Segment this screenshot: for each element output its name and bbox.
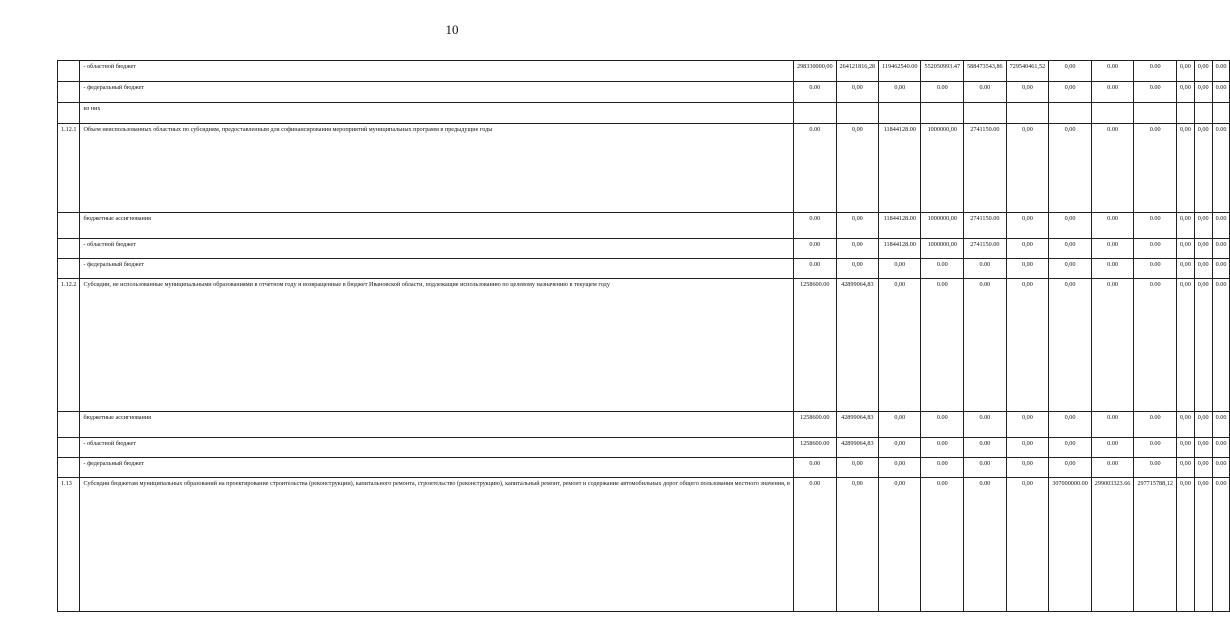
value-cell: 0,00 (1194, 82, 1212, 103)
value-cell: 0.00 (1134, 458, 1177, 478)
value-cell: 0.00 (921, 458, 964, 478)
value-cell: 0,00 (1049, 61, 1092, 82)
value-cell: 0.00 (1212, 279, 1230, 412)
value-cell: 0.00 (1134, 124, 1177, 213)
value-cell: 0.00 (1091, 213, 1134, 239)
row-code-cell (58, 458, 80, 478)
value-cell: 1000000,00 (921, 124, 964, 213)
table-row (58, 213, 1230, 239)
row-code-cell: 1.13 (58, 478, 80, 612)
value-cell (1006, 103, 1049, 124)
value-cell: 0.00 (793, 259, 836, 279)
value-cell (921, 103, 964, 124)
value-cell: 0,00 (1176, 213, 1194, 239)
value-cell: 299003323.66 (1091, 478, 1134, 612)
value-cell (836, 103, 879, 124)
value-cell: 0,00 (879, 438, 921, 458)
value-cell: 0,00 (1006, 412, 1049, 438)
value-cell (1176, 103, 1194, 124)
value-cell: 0.00 (793, 213, 836, 239)
value-cell: 0.00 (1134, 239, 1177, 259)
table-row (58, 412, 1230, 438)
row-name-cell: Субсидии бюджетам муниципальных образований на проектирование строительства (реконструкции), капитального ремонта, строительство (реконструкцию), капитальный ремонт, ремонт и содержание автомобильных дорог общего пользования местного значения, в (80, 478, 794, 612)
row-name-cell: - федеральный бюджет (80, 259, 794, 279)
row-name-cell: - федеральный бюджет (80, 82, 794, 103)
value-cell: 42899064,83 (836, 412, 879, 438)
value-cell: 0,00 (1194, 213, 1212, 239)
value-cell: 0,00 (1194, 279, 1212, 412)
value-cell: 0,00 (1194, 124, 1212, 213)
value-cell: 0.00 (1212, 478, 1230, 612)
value-cell (1212, 103, 1230, 124)
value-cell: 0,00 (1006, 239, 1049, 259)
value-cell: 0.00 (1091, 61, 1134, 82)
row-code-cell (58, 103, 80, 124)
row-code-cell: 1.12.1 (58, 124, 80, 213)
value-cell (793, 103, 836, 124)
value-cell: 0.00 (1212, 61, 1230, 82)
value-cell: 0.00 (964, 259, 1007, 279)
value-cell: 0,00 (836, 124, 879, 213)
value-cell: 0.00 (964, 458, 1007, 478)
table-row (58, 458, 1230, 478)
value-cell: 0,00 (1049, 213, 1092, 239)
value-cell: 0.00 (1091, 239, 1134, 259)
value-cell: 0,00 (1049, 82, 1092, 103)
table-row (58, 279, 1230, 412)
value-cell: 0,00 (1049, 458, 1092, 478)
value-cell: 0,00 (1176, 61, 1194, 82)
value-cell: 1258600.00 (793, 438, 836, 458)
row-code-cell: 1.12.2 (58, 279, 80, 412)
value-cell: 0,00 (836, 213, 879, 239)
value-cell: 0.00 (1091, 82, 1134, 103)
value-cell: 0.00 (793, 239, 836, 259)
table-row (58, 259, 1230, 279)
value-cell: 0,00 (1049, 412, 1092, 438)
value-cell: 0,00 (1194, 438, 1212, 458)
value-cell: 0,00 (1194, 61, 1212, 82)
value-cell: 0,00 (836, 82, 879, 103)
table-row (58, 82, 1230, 103)
value-cell: 0.00 (793, 478, 836, 612)
value-cell: 119462540.00 (879, 61, 921, 82)
value-cell: 0.00 (964, 279, 1007, 412)
value-cell: 1258600.00 (793, 412, 836, 438)
value-cell: 2741150.00 (964, 239, 1007, 259)
value-cell (964, 103, 1007, 124)
row-code-cell (58, 438, 80, 458)
row-name-cell: Субсидии, не использованные муниципальными образованиями в отчетном году и возвращенные в бюджет Ивановской области, подлежащие использованию по целевому назначению в текущем году (80, 279, 794, 412)
value-cell: 0,00 (1194, 412, 1212, 438)
value-cell: 0.00 (793, 82, 836, 103)
value-cell (879, 103, 921, 124)
value-cell: 0.00 (1134, 279, 1177, 412)
value-cell: 0,00 (1176, 259, 1194, 279)
value-cell: 0.00 (921, 438, 964, 458)
value-cell: 0.00 (921, 478, 964, 612)
value-cell: 1000000,00 (921, 239, 964, 259)
value-cell: 0.00 (1134, 213, 1177, 239)
value-cell: 0.00 (1212, 124, 1230, 213)
value-cell: 0,00 (1049, 124, 1092, 213)
value-cell: 0.00 (1134, 259, 1177, 279)
value-cell: 297715788,12 (1134, 478, 1177, 612)
value-cell: 552050993.47 (921, 61, 964, 82)
row-code-cell (58, 61, 80, 82)
value-cell: 0,00 (1006, 259, 1049, 279)
value-cell: 0,00 (1006, 279, 1049, 412)
row-name-cell: из них (80, 103, 794, 124)
value-cell: 42899064,83 (836, 279, 879, 412)
value-cell (1194, 103, 1212, 124)
value-cell: 0,00 (879, 478, 921, 612)
value-cell: 0,00 (1176, 438, 1194, 458)
value-cell: 0,00 (1006, 82, 1049, 103)
value-cell: 298330000,00 (793, 61, 836, 82)
row-name-cell: - областной бюджет (80, 239, 794, 259)
table-row (58, 239, 1230, 259)
value-cell: 0.00 (1212, 412, 1230, 438)
table-row (58, 61, 1230, 82)
value-cell: 0.00 (1212, 213, 1230, 239)
value-cell: 0,00 (1006, 458, 1049, 478)
budget-table (57, 60, 1230, 612)
value-cell: 0,00 (1049, 239, 1092, 259)
value-cell: 264121816,28 (836, 61, 879, 82)
row-name-cell: - областной бюджет (80, 61, 794, 82)
value-cell: 0,00 (836, 239, 879, 259)
table-row (58, 103, 1230, 124)
value-cell: 0.00 (1091, 412, 1134, 438)
value-cell (1091, 103, 1134, 124)
value-cell: 2741150.00 (964, 213, 1007, 239)
table-row (58, 124, 1230, 213)
value-cell: 0,00 (1194, 478, 1212, 612)
row-code-cell (58, 412, 80, 438)
value-cell: 0.00 (1091, 438, 1134, 458)
value-cell: 0.00 (964, 438, 1007, 458)
value-cell: 0.00 (1091, 279, 1134, 412)
value-cell: 0,00 (1194, 239, 1212, 259)
row-code-cell (58, 213, 80, 239)
value-cell: 11844128.00 (879, 124, 921, 213)
value-cell: 0,00 (1176, 124, 1194, 213)
value-cell: 0.00 (1134, 412, 1177, 438)
row-name-cell: - областной бюджет (80, 438, 794, 458)
value-cell: 0,00 (1006, 478, 1049, 612)
value-cell: 307000000.00 (1049, 478, 1092, 612)
value-cell (1134, 103, 1177, 124)
value-cell: 0,00 (879, 279, 921, 412)
value-cell: 0.00 (1134, 61, 1177, 82)
row-code-cell (58, 82, 80, 103)
value-cell: 729540461,52 (1006, 61, 1049, 82)
value-cell: 0.00 (1212, 438, 1230, 458)
value-cell: 0,00 (1006, 438, 1049, 458)
value-cell: 0,00 (1049, 259, 1092, 279)
row-name-cell: бюджетные ассигнования (80, 213, 794, 239)
table-row (58, 438, 1230, 458)
page-number: 10 (445, 22, 459, 37)
value-cell: 0,00 (836, 478, 879, 612)
value-cell: 0,00 (1176, 478, 1194, 612)
value-cell: 1000000,00 (921, 213, 964, 239)
value-cell: 0,00 (836, 458, 879, 478)
value-cell: 0.00 (1212, 259, 1230, 279)
value-cell: 42899064,83 (836, 438, 879, 458)
row-name-cell: - федеральный бюджет (80, 458, 794, 478)
value-cell: 0,00 (1194, 458, 1212, 478)
value-cell: 0,00 (1176, 279, 1194, 412)
value-cell: 0.00 (1134, 438, 1177, 458)
value-cell (1049, 103, 1092, 124)
value-cell: 0,00 (1006, 213, 1049, 239)
value-cell: 0,00 (879, 412, 921, 438)
value-cell: 0.00 (1091, 124, 1134, 213)
row-code-cell (58, 239, 80, 259)
value-cell: 0.00 (964, 478, 1007, 612)
value-cell: 0.00 (921, 82, 964, 103)
value-cell: 0.00 (1212, 239, 1230, 259)
value-cell: 0.00 (793, 458, 836, 478)
value-cell: 11844128.00 (879, 213, 921, 239)
value-cell: 0.00 (921, 279, 964, 412)
value-cell: 0,00 (1194, 259, 1212, 279)
value-cell: 0,00 (879, 458, 921, 478)
value-cell: 0,00 (1176, 412, 1194, 438)
value-cell: 0,00 (879, 82, 921, 103)
value-cell: 588473543,86 (964, 61, 1007, 82)
value-cell: 11844128.00 (879, 239, 921, 259)
value-cell: 2741150.00 (964, 124, 1007, 213)
value-cell: 0.00 (964, 412, 1007, 438)
value-cell: 0.00 (921, 412, 964, 438)
value-cell: 0.00 (1091, 458, 1134, 478)
value-cell: 0.00 (1091, 259, 1134, 279)
value-cell: 0,00 (1176, 82, 1194, 103)
row-name-cell: Объем неиспользованных областных по субсидиям, предоставленным для софинансирования мероприятий муниципальных программ в предыдущие годы (80, 124, 794, 213)
value-cell: 0,00 (1049, 279, 1092, 412)
value-cell: 0.00 (1212, 82, 1230, 103)
row-code-cell (58, 259, 80, 279)
value-cell: 0,00 (1049, 438, 1092, 458)
value-cell: 0,00 (1006, 124, 1049, 213)
row-name-cell: бюджетные ассигнования (80, 412, 794, 438)
value-cell: 0.00 (793, 124, 836, 213)
value-cell: 0.00 (1212, 458, 1230, 478)
value-cell: 0,00 (1176, 458, 1194, 478)
table-row (58, 478, 1230, 612)
value-cell: 1258600.00 (793, 279, 836, 412)
value-cell: 0,00 (1176, 239, 1194, 259)
value-cell: 0.00 (1134, 82, 1177, 103)
value-cell: 0.00 (964, 82, 1007, 103)
value-cell: 0,00 (879, 259, 921, 279)
value-cell: 0,00 (836, 259, 879, 279)
value-cell: 0.00 (921, 259, 964, 279)
